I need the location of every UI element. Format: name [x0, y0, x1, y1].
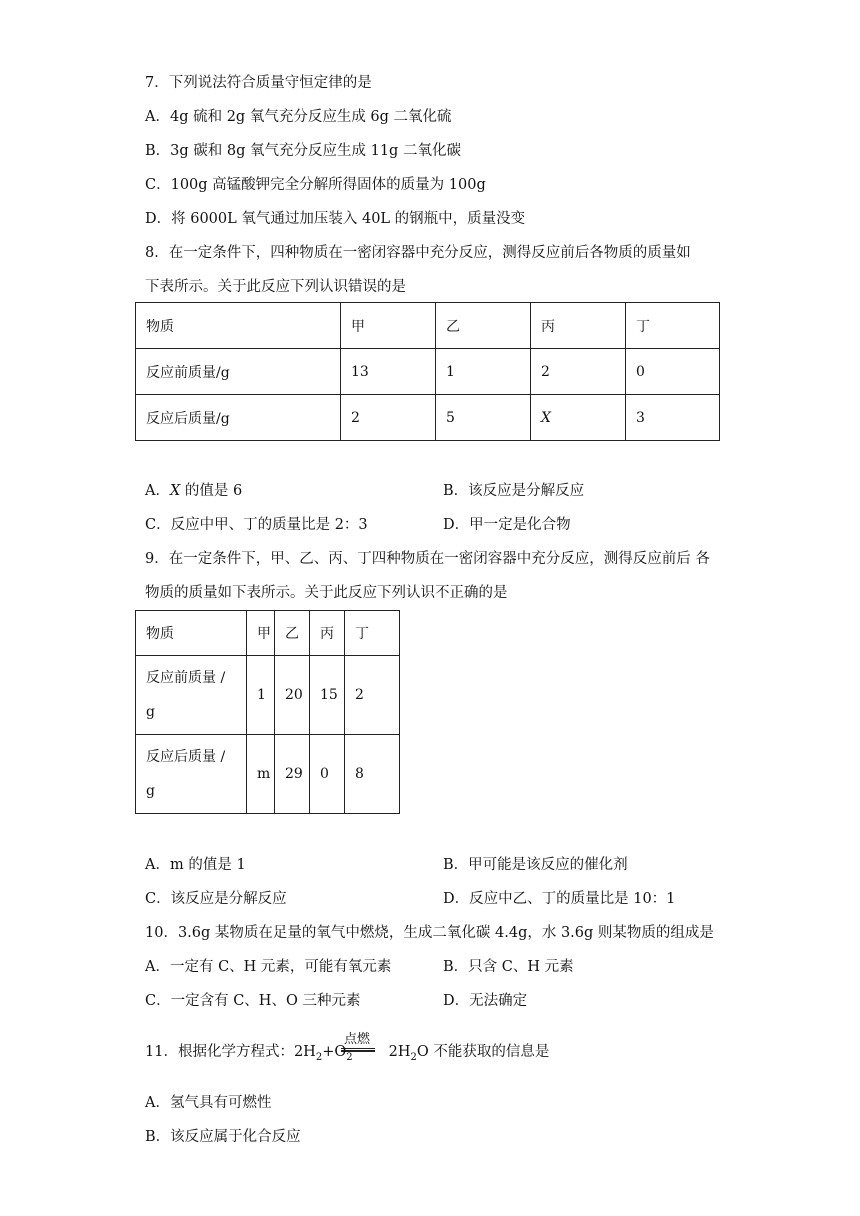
q8-option-a: [145, 481, 242, 501]
table-cell: m: [247, 735, 275, 814]
row-label-line: g: [146, 783, 155, 799]
q7-stem: 7．下列说法符合质量守恒定律的是: [145, 75, 372, 91]
table-cell: [136, 735, 247, 814]
q9-stem-line1: 9．在一定条件下，甲、乙、丙、丁四种物质在一密闭容器中充分反应，测得反应前后 各: [145, 551, 710, 567]
q8-option-b: B．该反应是分解反应: [443, 483, 585, 499]
question-prefix: 11．根据化学方程式：: [145, 1044, 294, 1060]
table-cell: 甲: [247, 611, 275, 656]
table-cell: 3: [626, 395, 720, 441]
q7-option-c: C．100g 高锰酸钾完全分解所得固体的质量为 100g: [145, 177, 486, 193]
table-cell: 29: [275, 735, 310, 814]
q9-option-b: B．甲可能是该反应的催化剂: [443, 857, 628, 873]
table-cell: 0: [310, 735, 345, 814]
q10-option-b: B．只含 C、H 元素: [443, 959, 574, 975]
q9-option-a: A．m 的值是 1: [145, 857, 246, 873]
option-label: A．: [145, 483, 170, 499]
q11-stem: [145, 1032, 705, 1080]
table-row: [136, 395, 720, 441]
table-cell: 2: [531, 349, 626, 395]
table-row: [136, 349, 720, 395]
q9-option-c: C．该反应是分解反应: [145, 891, 287, 907]
table-cell: 8: [345, 735, 400, 814]
q7-option-a: A．4g 硫和 2g 氧气充分反应生成 6g 二氧化硫: [145, 109, 452, 125]
table-cell: 丙: [531, 303, 626, 349]
question-suffix: 不能获取的信息是: [428, 1044, 550, 1060]
table-cell: 1: [247, 656, 275, 735]
table-row: [136, 611, 400, 656]
row-label-line: g: [146, 704, 155, 720]
table-cell: 13: [341, 349, 436, 395]
subscript: 2: [346, 1051, 353, 1063]
table-cell: 丙: [310, 611, 345, 656]
equation-line: [145, 1042, 549, 1068]
table-cell: 20: [275, 656, 310, 735]
table-cell: 丁: [626, 303, 720, 349]
table-cell: 物质: [136, 303, 341, 349]
table-cell: 2: [345, 656, 400, 735]
table-cell: [136, 656, 247, 735]
q8-option-d: D．甲一定是化合物: [443, 517, 571, 533]
table-cell: 1: [436, 349, 531, 395]
q11-option-b: B．该反应属于化合反应: [145, 1129, 301, 1145]
table-cell: 物质: [136, 611, 247, 656]
table-cell: 2: [341, 395, 436, 441]
reactant: +O: [322, 1044, 347, 1060]
q8-stem-line2: 下表所示。关于此反应下列认识错误的是: [145, 279, 406, 295]
reaction-condition: 点燃: [344, 1032, 371, 1047]
table-cell: 乙: [436, 303, 531, 349]
q8-stem-line1: 8．在一定条件下，四种物质在一密闭容器中充分反应，测得反应前后各物质的质量如: [145, 245, 691, 261]
q10-option-c: C．一定含有 C、H、O 三种元素: [145, 993, 361, 1009]
q9-table: [135, 610, 400, 814]
q10-stem: 10．3.6g 某物质在足量的氧气中燃烧，生成二氧化碳 4.4g，水 3.6g 则某物质的组成是: [145, 925, 714, 941]
table-cell: 反应前质量/g: [136, 349, 341, 395]
subscript: 2: [410, 1051, 417, 1063]
table-cell: 0: [626, 349, 720, 395]
table-cell: 乙: [275, 611, 310, 656]
product: O: [416, 1044, 429, 1060]
table-cell: 反应后质量/g: [136, 395, 341, 441]
q9-stem-line2: 物质的质量如下表所示。关于此反应下列认识不正确的是: [145, 585, 508, 601]
table-row: [136, 735, 400, 814]
table-cell: 5: [436, 395, 531, 441]
q7-option-b: B．3g 碳和 8g 氧气充分反应生成 11g 二氧化碳: [145, 143, 461, 159]
table-cell: X: [531, 395, 626, 441]
table-row: [136, 656, 400, 735]
table-cell: 甲: [341, 303, 436, 349]
row-label-line: 反应前质量 /: [146, 670, 226, 686]
q11-option-a: A．氢气具有可燃性: [145, 1095, 272, 1111]
q10-option-d: D．无法确定: [443, 993, 528, 1009]
option-text: 的值是 6: [180, 483, 243, 499]
table-cell: 丁: [345, 611, 400, 656]
table-cell: 15: [310, 656, 345, 735]
q10-option-a: A．一定有 C、H 元素，可能有氧元素: [145, 959, 392, 975]
q9-option-d: D．反应中乙、丁的质量比是 10：1: [443, 891, 676, 907]
product: 2H: [388, 1044, 411, 1060]
table-row: [136, 303, 720, 349]
reactant: 2H: [293, 1044, 316, 1060]
q8-option-c: C．反应中甲、丁的质量比是 2：3: [145, 517, 368, 533]
row-label-line: 反应后质量 /: [146, 749, 226, 765]
subscript: 2: [315, 1051, 323, 1063]
q8-table: [135, 302, 720, 441]
variable-x: X: [169, 483, 181, 499]
q7-option-d: D．将 6000L 氧气通过加压装入 40L 的钢瓶中，质量没变: [145, 211, 526, 227]
